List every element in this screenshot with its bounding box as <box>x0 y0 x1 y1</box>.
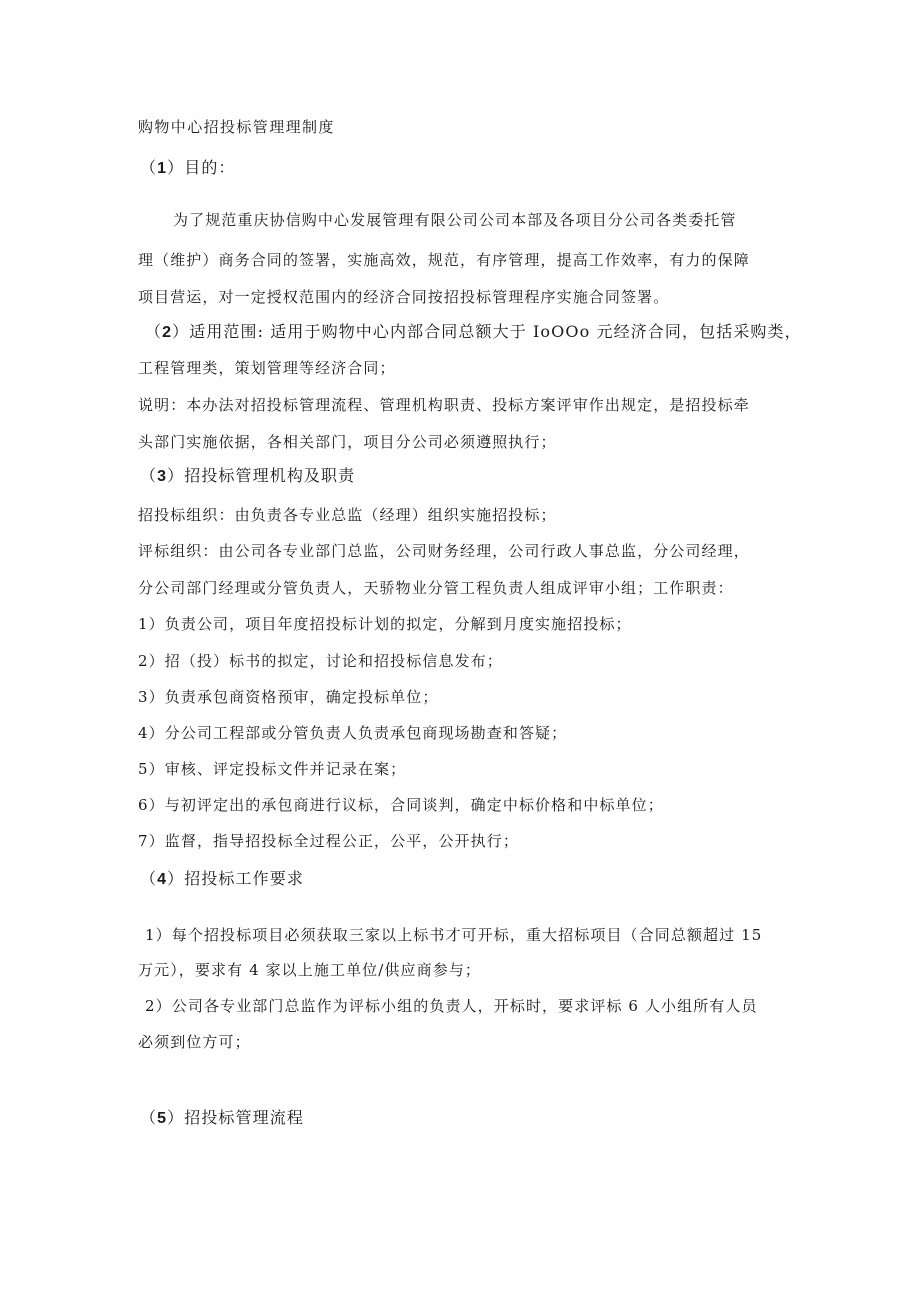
list-item: 5）审核、评定投标文件并记录在案； <box>138 760 407 778</box>
list-item: 7）监督，指导招投标全过程公正，公平，公开执行； <box>138 832 519 850</box>
section-4-title: 招投标工作要求 <box>184 869 304 888</box>
section-5-heading: （5）招投标管理流程 <box>140 1108 304 1127</box>
section-3-number: 3 <box>157 468 168 485</box>
paragraph-line: 招投标组织：由负责各专业总监（经理）组织实施招投标； <box>138 506 557 524</box>
section-1-number: 1 <box>157 160 168 177</box>
list-item: 6）与初评定出的承包商进行议标，合同谈判，确定中标价格和中标单位； <box>138 796 664 814</box>
paragraph-line: 万元），要求有 4 家以上施工单位/供应商参与； <box>138 961 482 979</box>
paragraph-line: 必须到位方可； <box>138 1033 251 1051</box>
list-item: 4）分公司工程部或分管负责人负责承包商现场勘查和答疑； <box>138 724 568 742</box>
section-1-heading: （1）目的： <box>140 158 236 177</box>
section-2-title: 适用范围: 适用于购物中心内部合同总额大于 IoOOo 元经济合同，包括采购类， <box>189 322 802 341</box>
document-title: 购物中心招投标管理理制度 <box>138 118 335 136</box>
paragraph-line: 分公司部门经理或分管负责人，天骄物业分管工程负责人组成评审小组；工作职责： <box>138 579 734 597</box>
section-2-heading: （2）适用范围: 适用于购物中心内部合同总额大于 IoOOo 元经济合同，包括采购类， <box>145 322 802 341</box>
paragraph-line: 工程管理类，策划管理等经济合同； <box>138 359 396 377</box>
section-3-title: 招投标管理机构及职责 <box>184 466 356 485</box>
paragraph-line: 1）每个招投标项目必须获取三家以上标书才可开标，重大招标项目（合同总额超过 15 <box>145 926 763 944</box>
section-2-number: 2 <box>162 324 173 341</box>
section-5-title: 招投标管理流程 <box>184 1108 304 1127</box>
section-4-heading: （4）招投标工作要求 <box>140 869 304 888</box>
section-4-number: 4 <box>157 871 168 888</box>
paragraph-line: 为了规范重庆协信购中心发展管理有限公司公司本部及各项目分公司各类委托管 <box>173 211 737 229</box>
list-item: 3）负责承包商资格预审，确定投标单位； <box>138 688 439 706</box>
section-3-heading: （3）招投标管理机构及职责 <box>140 466 356 485</box>
paragraph-line: 头部门实施依据，各相关部门，项目分公司必须遵照执行； <box>138 433 557 451</box>
paragraph-line: 理（维护）商务合同的签署，实施高效，规范，有序管理，提高工作效率，有力的保障 <box>138 251 750 269</box>
list-item: 2）招（投）标书的拟定，讨论和招投标信息发布； <box>138 652 503 670</box>
list-item: 1）负责公司，项目年度招投标计划的拟定，分解到月度实施招投标； <box>138 615 632 633</box>
section-5-number: 5 <box>157 1110 168 1127</box>
paragraph-line: 2）公司各专业部门总监作为评标小组的负责人，开标时，要求评标 6 人小组所有人员 <box>145 997 758 1015</box>
section-1-title: 目的： <box>184 158 236 177</box>
paragraph-line: 项目营运，对一定授权范围内的经济合同按招投标管理程序实施合同签署。 <box>138 288 670 306</box>
paragraph-line: 说明：本办法对招投标管理流程、管理机构职责、投标方案评审作出规定，是招投标牵 <box>138 396 750 414</box>
paragraph-line: 评标组织：由公司各专业部门总监，公司财务经理，公司行政人事总监，分公司经理， <box>138 542 750 560</box>
